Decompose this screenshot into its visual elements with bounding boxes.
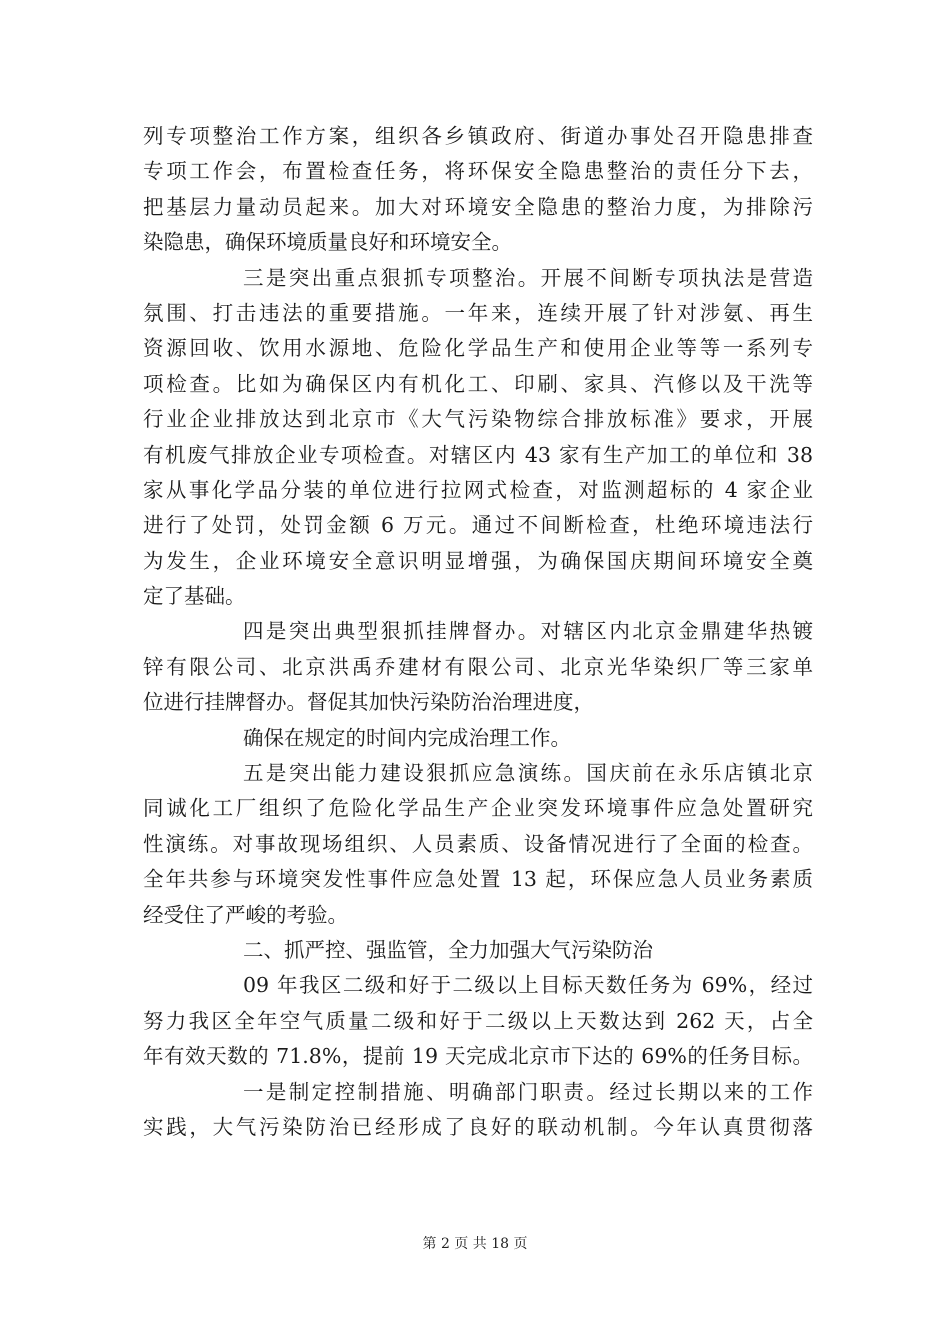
text-line: 为发生，企业环境安全意识明显增强，为确保国庆期间环境安全奠 <box>143 548 813 573</box>
text-line: 二、抓严控、强监管，全力加强大气污染防治 <box>243 937 653 962</box>
text-line: 资源回收、饮用水源地、危险化学品生产和使用企业等等一系列专 <box>143 336 813 361</box>
text-line: 性演练。对事故现场组织、人员素质、设备情况进行了全面的检查。 <box>143 831 813 856</box>
text-line: 年有效天数的 71.8%，提前 19 天完成北京市下达的 69%的任务目标。 <box>143 1044 813 1069</box>
text-line: 实践，大气污染防治已经形成了良好的联动机制。今年认真贯彻落 <box>143 1114 813 1139</box>
text-line: 染隐患，确保环境质量良好和环境安全。 <box>143 230 512 255</box>
text-line: 项检查。比如为确保区内有机化工、印刷、家具、汽修以及干洗等 <box>143 371 813 396</box>
text-line: 经受住了严峻的考验。 <box>143 902 348 927</box>
text-line: 家从事化学品分装的单位进行拉网式检查，对监测超标的 4 家企业 <box>143 477 813 502</box>
text-line: 进行了处罚，处罚金额 6 万元。通过不间断检查，杜绝环境违法行 <box>143 513 813 538</box>
text-line: 全年共参与环境突发性事件应急处置 13 起，环保应急人员业务素质 <box>143 867 813 892</box>
text-line: 定了基础。 <box>143 584 246 609</box>
page-footer: 第 2 页 共 18 页 <box>422 1236 528 1252</box>
text-line: 锌有限公司、北京洪禹乔建材有限公司、北京光华染织厂等三家单 <box>143 654 813 679</box>
text-line: 努力我区全年空气质量二级和好于二级以上天数达到 262 天，占全 <box>143 1008 813 1033</box>
text-line: 行业企业排放达到北京市《大气污染物综合排放标准》要求，开展 <box>143 407 813 432</box>
text-line: 同诚化工厂组织了危险化学品生产企业突发环境事件应急处置研究 <box>143 796 813 821</box>
text-line: 位进行挂牌督办。督促其加快污染防治治理进度， <box>143 690 594 715</box>
text-line: 确保在规定的时间内完成治理工作。 <box>243 725 571 750</box>
text-line: 氛围、打击违法的重要措施。一年来，连续开展了针对涉氨、再生 <box>143 300 813 325</box>
text-line: 有机废气排放企业专项检查。对辖区内 43 家有生产加工的单位和 38 <box>143 442 813 467</box>
text-line: 把基层力量动员起来。加大对环境安全隐患的整治力度，为排除污 <box>143 194 813 219</box>
text-line: 09 年我区二级和好于二级以上目标天数任务为 69%，经过 <box>243 973 813 998</box>
text-line: 四是突出典型狠抓挂牌督办。对辖区内北京金鼎建华热镀 <box>243 619 813 644</box>
text-line: 列专项整治工作方案，组织各乡镇政府、街道办事处召开隐患排查 <box>143 124 813 148</box>
document-body <box>143 119 813 1145</box>
text-line: 五是突出能力建设狠抓应急演练。国庆前在永乐店镇北京 <box>243 761 813 786</box>
text-line: 三是突出重点狠抓专项整治。开展不间断专项执法是营造 <box>243 265 813 290</box>
text-line: 一是制定控制措施、明确部门职责。经过长期以来的工作 <box>243 1079 813 1104</box>
text-line: 专项工作会，布置检查任务，将环保安全隐患整治的责任分下去， <box>143 159 813 184</box>
